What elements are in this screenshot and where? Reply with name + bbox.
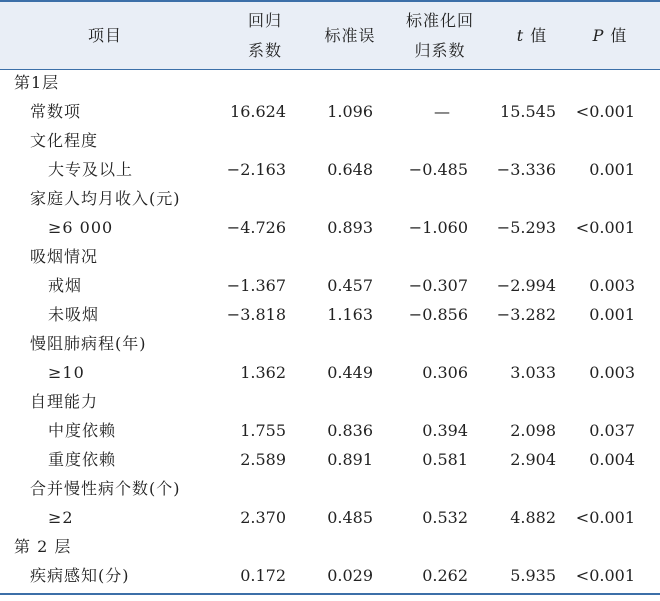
cell-t: 2.904 [510, 450, 556, 469]
cell-p: 0.001 [589, 305, 635, 324]
table-row [0, 503, 660, 532]
table-row [0, 329, 660, 358]
row-label: 慢阻肺病程(年) [30, 334, 147, 353]
cell-p: 0.037 [589, 421, 635, 440]
header-coef-line1: 回归 [247, 11, 282, 30]
cell-se: 0.648 [327, 160, 373, 179]
cell-coef: −2.163 [226, 160, 286, 179]
header-se-text: 标准误 [324, 26, 376, 45]
cell-coef: 1.362 [240, 363, 286, 382]
header-coef-line2: 系数 [247, 41, 282, 60]
row-label: 家庭人均月收入(元) [30, 189, 181, 208]
row-label: 中度依赖 [48, 421, 117, 440]
cell-t: −3.336 [496, 160, 556, 179]
header-std-coef [392, 2, 488, 70]
cell-coef: −3.818 [226, 305, 286, 324]
row-label: 吸烟情况 [30, 247, 99, 266]
cell-coef: 1.755 [240, 421, 286, 440]
header-p [575, 2, 645, 70]
cell-t: −5.293 [496, 218, 556, 237]
table-row [0, 126, 660, 155]
header-p-text [593, 21, 628, 51]
cell-t: 2.098 [510, 421, 556, 440]
table-row [0, 184, 660, 213]
table-row [0, 561, 660, 590]
cell-std-coef: — [434, 102, 450, 121]
cell-std-coef: 0.394 [422, 421, 468, 440]
cell-coef: 0.172 [240, 566, 286, 585]
cell-p: <0.001 [575, 566, 635, 585]
cell-p: 0.003 [589, 276, 635, 295]
cell-t: 3.033 [510, 363, 556, 382]
cell-p: <0.001 [575, 102, 635, 121]
header-item-text: 项目 [87, 26, 122, 45]
table-row [0, 358, 660, 387]
row-label: 自理能力 [30, 392, 99, 411]
table-row [0, 97, 660, 126]
header-std-line2: 归系数 [414, 41, 466, 60]
table-row [0, 416, 660, 445]
header-p-rest: 值 [604, 26, 628, 45]
table-header [0, 0, 660, 70]
header-t-italic: t [516, 26, 525, 45]
cell-std-coef: −0.307 [408, 276, 468, 295]
cell-std-coef: −1.060 [408, 218, 468, 237]
row-label: 未吸烟 [48, 305, 100, 324]
cell-se: 1.163 [327, 305, 373, 324]
cell-se: 0.836 [327, 421, 373, 440]
header-std-line1: 标准化回 [405, 11, 474, 30]
row-label: ≥2 [48, 508, 74, 527]
cell-coef: 2.370 [240, 508, 286, 527]
row-label: 第 2 层 [14, 537, 72, 556]
cell-p: 0.001 [589, 160, 635, 179]
cell-std-coef: 0.262 [422, 566, 468, 585]
table-body [0, 68, 660, 590]
cell-p: <0.001 [575, 218, 635, 237]
table-row [0, 242, 660, 271]
cell-coef: 16.624 [230, 102, 286, 121]
cell-std-coef: 0.532 [422, 508, 468, 527]
cell-std-coef: −0.485 [408, 160, 468, 179]
cell-p: 0.004 [589, 450, 635, 469]
table-row [0, 474, 660, 503]
row-label: 常数项 [30, 102, 82, 121]
cell-t: 4.882 [510, 508, 556, 527]
table-row [0, 387, 660, 416]
header-t-rest: 值 [524, 26, 548, 45]
cell-coef: −1.367 [226, 276, 286, 295]
cell-t: 15.545 [500, 102, 556, 121]
cell-se: 0.449 [327, 363, 373, 382]
header-se [310, 2, 390, 70]
row-label: ≥6 000 [48, 218, 114, 237]
table-row [0, 300, 660, 329]
table-row [0, 271, 660, 300]
table-row [0, 68, 660, 97]
row-label: 疾病感知(分) [30, 566, 130, 585]
row-label: 合并慢性病个数(个) [30, 479, 181, 498]
row-label: 大专及以上 [48, 160, 134, 179]
cell-coef: −4.726 [226, 218, 286, 237]
cell-se: 0.457 [327, 276, 373, 295]
cell-std-coef: 0.581 [422, 450, 468, 469]
cell-se: 0.893 [327, 218, 373, 237]
cell-std-coef: 0.306 [422, 363, 468, 382]
table-row [0, 445, 660, 474]
row-label: ≥10 [48, 363, 85, 382]
cell-std-coef: −0.856 [408, 305, 468, 324]
row-label: 戒烟 [48, 276, 83, 295]
cell-se: 0.029 [327, 566, 373, 585]
row-label: 文化程度 [30, 131, 99, 150]
table-row [0, 213, 660, 242]
header-t [497, 2, 567, 70]
bottom-rule [0, 593, 660, 595]
cell-coef: 2.589 [240, 450, 286, 469]
header-coef [230, 2, 300, 70]
row-label: 重度依赖 [48, 450, 117, 469]
cell-t: −3.282 [496, 305, 556, 324]
cell-se: 0.485 [327, 508, 373, 527]
cell-p: 0.003 [589, 363, 635, 382]
header-item [50, 2, 160, 70]
cell-p: <0.001 [575, 508, 635, 527]
cell-t: 5.935 [510, 566, 556, 585]
cell-se: 0.891 [327, 450, 373, 469]
table-row [0, 155, 660, 184]
cell-se: 1.096 [327, 102, 373, 121]
row-label: 第1层 [14, 73, 60, 92]
header-t-text [517, 21, 548, 51]
header-p-italic: P [592, 26, 605, 45]
table-row [0, 532, 660, 561]
cell-t: −2.994 [496, 276, 556, 295]
